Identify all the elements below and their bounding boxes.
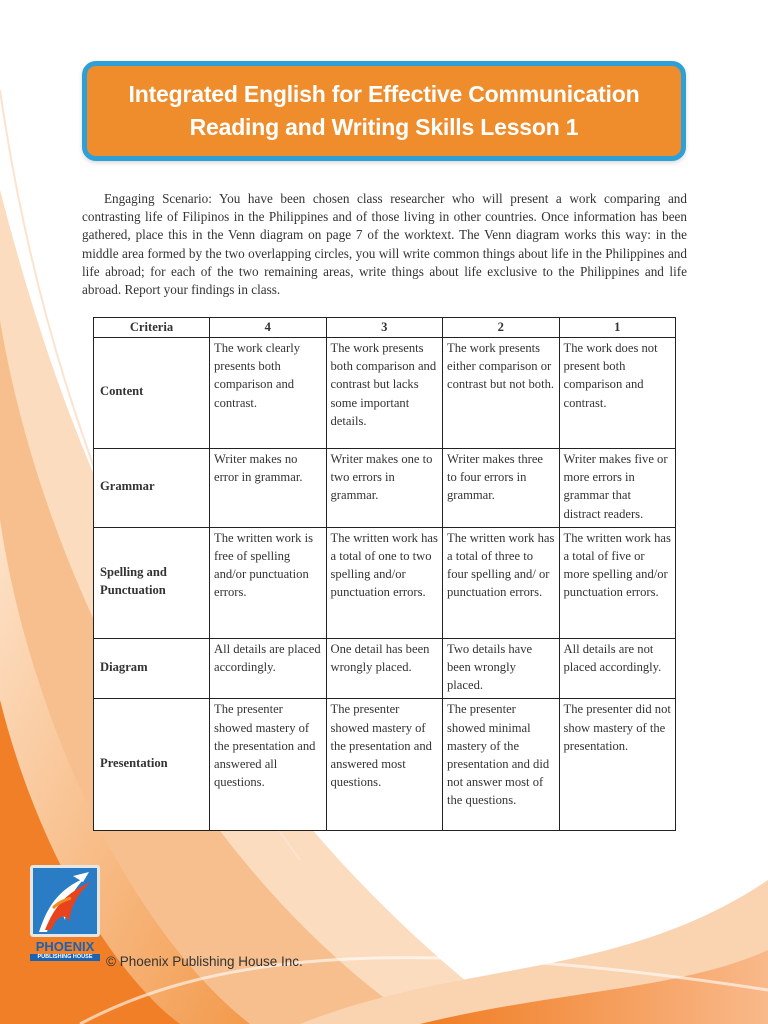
copyright-footer: © Phoenix Publishing House Inc.	[106, 954, 303, 969]
table-row	[94, 338, 676, 449]
logo-name: PHOENIX	[35, 939, 95, 954]
rubric-table	[93, 317, 676, 831]
table-cell: One detail has been wrongly placed.	[326, 638, 443, 699]
header-score-4: 4	[210, 318, 327, 338]
table-cell: All details are placed accordingly.	[210, 638, 327, 699]
table-cell: The presenter showed minimal mastery of the presentation and did not answer most of the questions.	[443, 699, 560, 831]
rubric-header-row	[94, 318, 676, 338]
table-cell: The work clearly presents both comparison and contrast.	[210, 338, 327, 449]
intro-paragraph: Engaging Scenario: You have been chosen class researcher who will present a work comparing and contrasting life of Filipinos in the Philippines and of those living in other countries. Once information has been gathered, place this in the Venn diagram on page 7 of the worktext. The Venn diagram works this way: in the middle area formed by the two overlapping circles, you will write common things about life in the Philippines and life abroad; for each of the two remaining areas, write things about life exclusive to the Philippines and life abroad. Report your findings in class.	[82, 191, 687, 298]
table-cell: The work presents both comparison and contrast but lacks some important details.	[326, 338, 443, 449]
table-row	[94, 449, 676, 528]
table-cell: The presenter showed mastery of the presentation and answered most questions.	[326, 699, 443, 831]
header-criteria: Criteria	[94, 318, 210, 338]
header-score-2: 2	[443, 318, 560, 338]
table-cell: Writer makes one to two errors in grammar.	[326, 449, 443, 528]
table-cell: The work presents either comparison or contrast but not both.	[443, 338, 560, 449]
phoenix-bird-icon	[30, 865, 100, 937]
table-cell: Writer makes three to four errors in grammar.	[443, 449, 560, 528]
criteria-presentation: Presentation	[94, 699, 210, 831]
table-cell: The presenter showed mastery of the presentation and answered all questions.	[210, 699, 327, 831]
title-banner	[82, 61, 686, 161]
header-score-3: 3	[326, 318, 443, 338]
table-cell: Writer makes no error in grammar.	[210, 449, 327, 528]
table-cell: The presenter did not show mastery of the presentation.	[559, 699, 676, 831]
table-row	[94, 699, 676, 831]
table-row	[94, 527, 676, 638]
criteria-grammar: Grammar	[94, 449, 210, 528]
title-line-1: Integrated English for Effective Communication	[128, 81, 640, 107]
table-cell: The written work has a total of one to two spelling and/or punctuation errors.	[326, 527, 443, 638]
table-cell: Two details have been wrongly placed.	[443, 638, 560, 699]
criteria-diagram: Diagram	[94, 638, 210, 699]
table-cell: The written work is free of spelling and/or punctuation errors.	[210, 527, 327, 638]
table-cell: All details are not placed accordingly.	[559, 638, 676, 699]
table-cell: The work does not present both comparison and contrast.	[559, 338, 676, 449]
title-line-2: Reading and Writing Skills Lesson 1	[189, 114, 579, 140]
header-score-1: 1	[559, 318, 676, 338]
criteria-content: Content	[94, 338, 210, 449]
criteria-spelling-punctuation: Spelling and Punctuation	[94, 527, 210, 638]
table-row	[94, 638, 676, 699]
table-cell: The written work has a total of five or more spelling and/or punctuation errors.	[559, 527, 676, 638]
phoenix-logo	[30, 865, 100, 970]
table-cell: The written work has a total of three to four spelling and/ or punctuation errors.	[443, 527, 560, 638]
logo-subtitle: PUBLISHING HOUSE	[30, 954, 100, 961]
table-cell: Writer makes five or more errors in grammar that distract readers.	[559, 449, 676, 528]
